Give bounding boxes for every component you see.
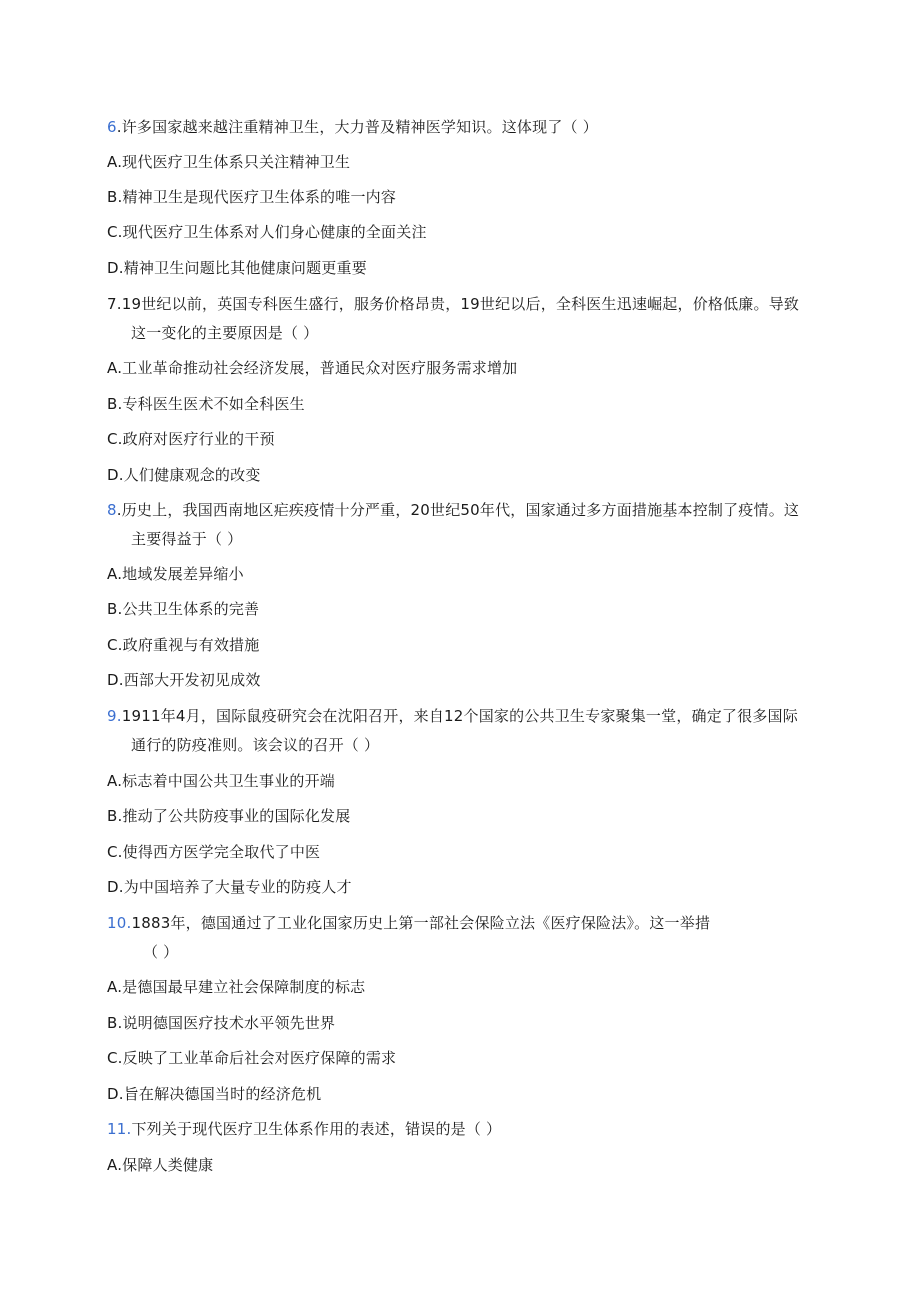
question-11-option-a: A.保障人类健康 <box>107 1156 214 1174</box>
question-8-option-a: A.地域发展差异缩小 <box>107 565 244 583</box>
question-10-stem <box>107 913 710 933</box>
question-10-option-b: B.说明德国医疗技术水平领先世界 <box>107 1014 336 1032</box>
question-9-stem <box>107 706 798 726</box>
question-9-stem-continued: 通行的防疫准则。该会议的召开（ ） <box>131 736 380 754</box>
question-7-option-d: D.人们健康观念的改变 <box>107 466 261 484</box>
question-8-option-c: C.政府重视与有效措施 <box>107 636 260 654</box>
question-6-option-a: A.现代医疗卫生体系只关注精神卫生 <box>107 153 351 171</box>
question-number: 10. <box>107 914 132 932</box>
question-text: 1911年4月，国际鼠疫研究会在沈阳召开，来自12个国家的公共卫生专家聚集一堂，确定了很多国际 <box>121 707 798 725</box>
question-number: 11. <box>107 1120 132 1138</box>
question-10-stem-continued: （ ） <box>143 943 179 961</box>
question-text: 19世纪以前，英国专科医生盛行，服务价格昂贵，19世纪以后，全科医生迅速崛起，价格低廉。导致 <box>121 295 800 313</box>
question-10-option-c: C.反映了工业革命后社会对医疗保障的需求 <box>107 1049 397 1067</box>
question-6-option-d: D.精神卫生问题比其他健康问题更重要 <box>107 259 367 277</box>
question-7-option-b: B.专科医生医术不如全科医生 <box>107 395 305 413</box>
question-8-stem-continued: 主要得益于（ ） <box>131 530 243 548</box>
question-8-stem <box>107 500 799 520</box>
question-8-option-d: D.西部大开发初见成效 <box>107 671 261 689</box>
question-9-option-b: B.推动了公共防疫事业的国际化发展 <box>107 807 351 825</box>
question-text: .历史上，我国西南地区疟疾疫情十分严重，20世纪50年代，国家通过多方面措施基本控制了疫情。这 <box>116 501 800 519</box>
question-7-option-a: A.工业革命推动社会经济发展，普通民众对医疗服务需求增加 <box>107 359 518 377</box>
question-6-option-c: C.现代医疗卫生体系对人们身心健康的全面关注 <box>107 223 427 241</box>
question-6-option-b: B.精神卫生是现代医疗卫生体系的唯一内容 <box>107 188 397 206</box>
question-10-option-a: A.是德国最早建立社会保障制度的标志 <box>107 978 366 996</box>
question-number: 7. <box>107 295 122 313</box>
question-text: 1883年，德国通过了工业化国家历史上第一部社会保险立法《医疗保险法》。这一举措 <box>131 914 711 932</box>
question-9-option-c: C.使得西方医学完全取代了中医 <box>107 843 321 861</box>
question-text: 下列关于现代医疗卫生体系作用的表述，错误的是（ ） <box>131 1120 502 1138</box>
question-text: .许多国家越来越注重精神卫生，大力普及精神医学知识。这体现了（ ） <box>116 118 598 136</box>
question-9-option-a: A.标志着中国公共卫生事业的开端 <box>107 772 335 790</box>
question-8-option-b: B.公共卫生体系的完善 <box>107 600 260 618</box>
question-6-stem <box>107 117 598 137</box>
question-10-option-d: D.旨在解决德国当时的经济危机 <box>107 1085 322 1103</box>
question-7-stem-continued: 这一变化的主要原因是（ ） <box>131 324 319 342</box>
question-7-option-c: C.政府对医疗行业的干预 <box>107 430 275 448</box>
question-number: 6 <box>107 118 117 136</box>
question-9-option-d: D.为中国培养了大量专业的防疫人才 <box>107 878 352 896</box>
question-7-stem <box>107 294 799 314</box>
question-number: 9. <box>107 707 122 725</box>
question-11-stem <box>107 1119 501 1139</box>
question-number: 8 <box>107 501 117 519</box>
